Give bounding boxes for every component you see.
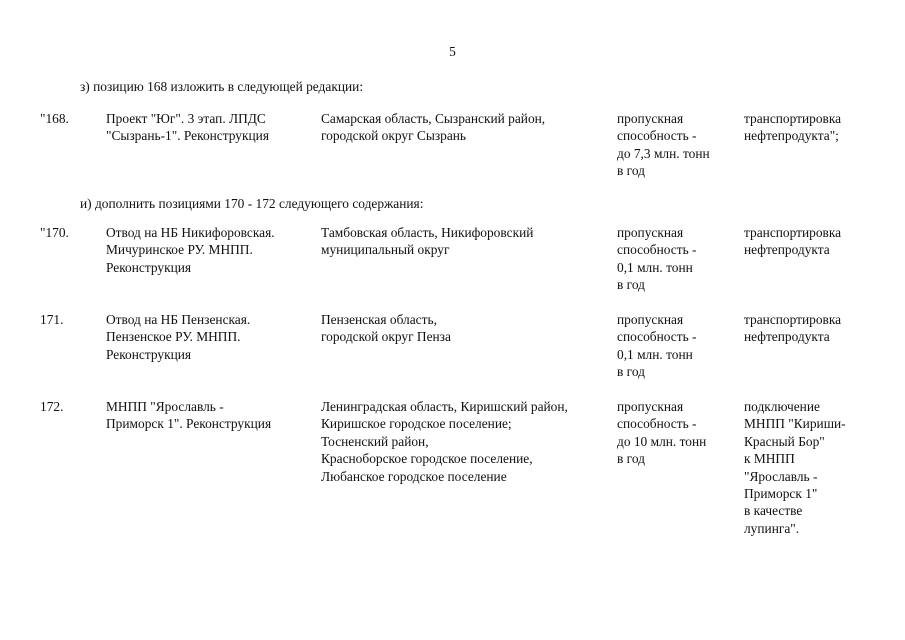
object-capacity: пропускная способность - 0,1 млн. тонн в год — [617, 225, 697, 293]
page-number: 5 — [449, 44, 456, 59]
position-number: 172. — [40, 399, 64, 414]
amendment-intro-z: з) позицию 168 изложить в следующей редакции: — [80, 79, 364, 94]
position-number: "168. — [40, 111, 69, 126]
object-name: Отвод на НБ Никифоровская. Мичуринское РУ. МНПП. Реконструкция — [106, 225, 275, 275]
amendment-intro-i: и) дополнить позициями 170 - 172 следующего содержания: — [80, 196, 424, 211]
object-name: Проект "Юг". 3 этап. ЛПДС "Сызрань-1". Реконструкция — [106, 111, 269, 144]
position-number: "170. — [40, 225, 69, 240]
object-name: МНПП "Ярославль - Приморск 1". Реконструкция — [106, 399, 272, 432]
object-capacity: пропускная способность - 0,1 млн. тонн в год — [617, 312, 697, 380]
position-number: 171. — [40, 312, 64, 327]
object-purpose: транспортировка нефтепродукта"; — [744, 111, 842, 144]
object-location: Пензенская область, городской округ Пенза — [321, 312, 451, 345]
object-location: Самарская область, Сызранский район, городской округ Сызрань — [321, 111, 546, 144]
object-purpose: подключение МНПП "Кириши- Красный Бор" к МНПП "Ярославль - Приморск 1" в качестве лупинга". — [744, 399, 846, 536]
object-capacity: пропускная способность - до 7,3 млн. тонн в год — [617, 111, 710, 179]
object-capacity: пропускная способность - до 10 млн. тонн в год — [617, 399, 707, 467]
object-purpose: транспортировка нефтепродукта — [744, 225, 842, 258]
object-purpose: транспортировка нефтепродукта — [744, 312, 842, 345]
object-name: Отвод на НБ Пензенская. Пензенское РУ. МНПП. Реконструкция — [106, 312, 251, 362]
object-location: Ленинградская область, Киришский район, Киришское городское поселение; Тосненский район, Красноборское городское поселение, Любанское городское поселение — [321, 399, 568, 484]
object-location: Тамбовская область, Никифоровский муниципальный округ — [321, 225, 534, 258]
